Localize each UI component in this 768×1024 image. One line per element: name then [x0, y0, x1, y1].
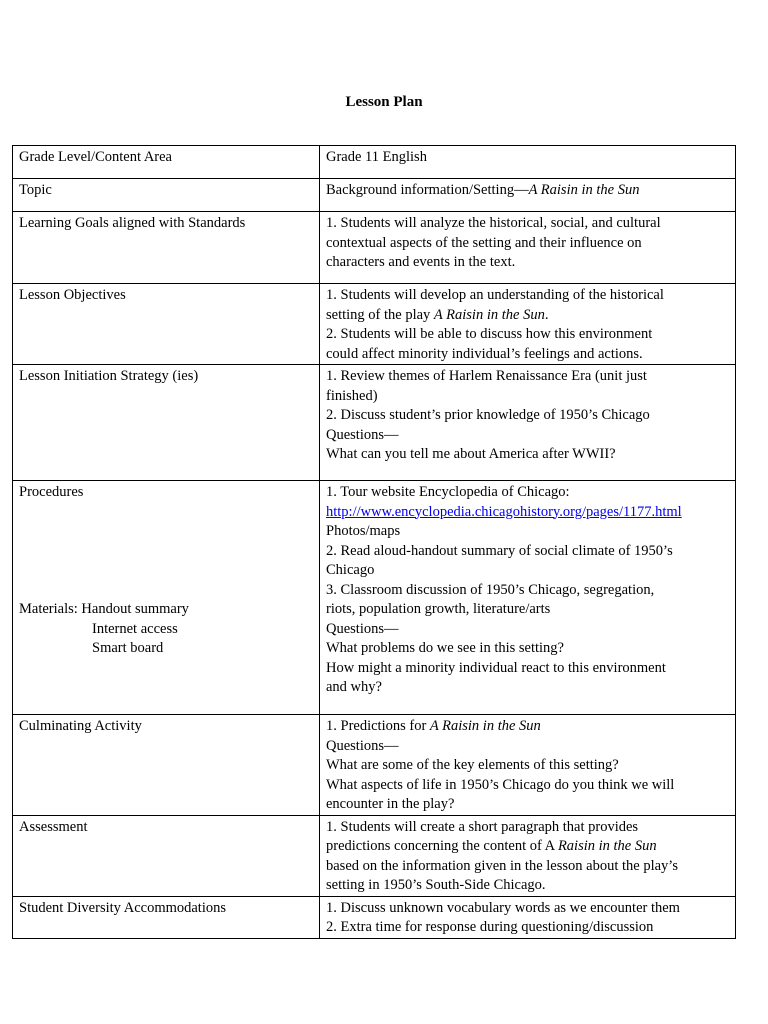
- row-label: Grade Level/Content Area: [13, 146, 320, 179]
- table-row: [13, 212, 736, 284]
- table-row: [13, 284, 736, 365]
- table-row: [13, 896, 736, 938]
- materials-item: Smart board: [92, 640, 164, 656]
- row-content: 1. Discuss unknown vocabulary words as we encounter them 2. Extra time for response during questioning/discussion: [320, 896, 736, 938]
- page-title: Lesson Plan: [345, 94, 423, 110]
- row-content: Background information/Setting—A Raisin in the Sun: [320, 179, 736, 212]
- row-content: 1. Students will develop an understanding of the historical setting of the play A Raisin in the Sun. 2. Students will be able to discuss how this environment could affect minority individual’s feelings and actions.: [320, 284, 736, 365]
- materials-item: Internet access: [92, 620, 178, 637]
- table-row: [13, 179, 736, 212]
- table-row: [13, 365, 736, 481]
- table-row: [13, 715, 736, 816]
- table-row: [13, 481, 736, 715]
- row-label: Lesson Objectives: [13, 284, 320, 365]
- encyclopedia-link[interactable]: http://www.encyclopedia.chicagohistory.org/pages/1177.html: [326, 503, 682, 520]
- row-label: Culminating Activity: [13, 715, 320, 816]
- row-content: Grade 11 English: [320, 146, 736, 179]
- row-content: 1. Students will create a short paragraph that provides predictions concerning the content of A Raisin in the Sun based on the information given in the lesson about the play’s setting in 1950’s South-Side Chicago.: [320, 815, 736, 896]
- row-label: Procedures Materials: Handout summary Internet access Smart board: [13, 481, 320, 715]
- row-label: Student Diversity Accommodations: [13, 896, 320, 938]
- row-content: 1. Review themes of Harlem Renaissance Era (unit just finished) 2. Discuss student’s prior knowledge of 1950’s Chicago Questions— What can you tell me about America after WWII?: [320, 365, 736, 481]
- materials-label: Materials: Handout summary: [19, 601, 189, 617]
- row-content: 1. Tour website Encyclopedia of Chicago: http://www.encyclopedia.chicagohistory.org/pages/1177.html Photos/maps 2. Read aloud-handout summary of social climate of 1950’s Chicago 3. Classroom discussion of 1950’s Chicago, segregation, riots, population growth, literature/arts Questions— What problems do we see in this setting? How might a minority individual react to this environment and why?: [320, 481, 736, 715]
- row-content: 1. Predictions for A Raisin in the Sun Questions— What are some of the key elements of this setting? What aspects of life in 1950’s Chicago do you think we will encounter in the play?: [320, 715, 736, 816]
- row-label: Topic: [13, 179, 320, 212]
- row-label: Learning Goals aligned with Standards: [13, 212, 320, 284]
- row-label: Assessment: [13, 815, 320, 896]
- table-row: [13, 146, 736, 179]
- row-label: Lesson Initiation Strategy (ies): [13, 365, 320, 481]
- lesson-plan-table: [12, 145, 736, 939]
- table-row: [13, 815, 736, 896]
- row-content: 1. Students will analyze the historical, social, and cultural contextual aspects of the setting and their influence on characters and events in the text.: [320, 212, 736, 284]
